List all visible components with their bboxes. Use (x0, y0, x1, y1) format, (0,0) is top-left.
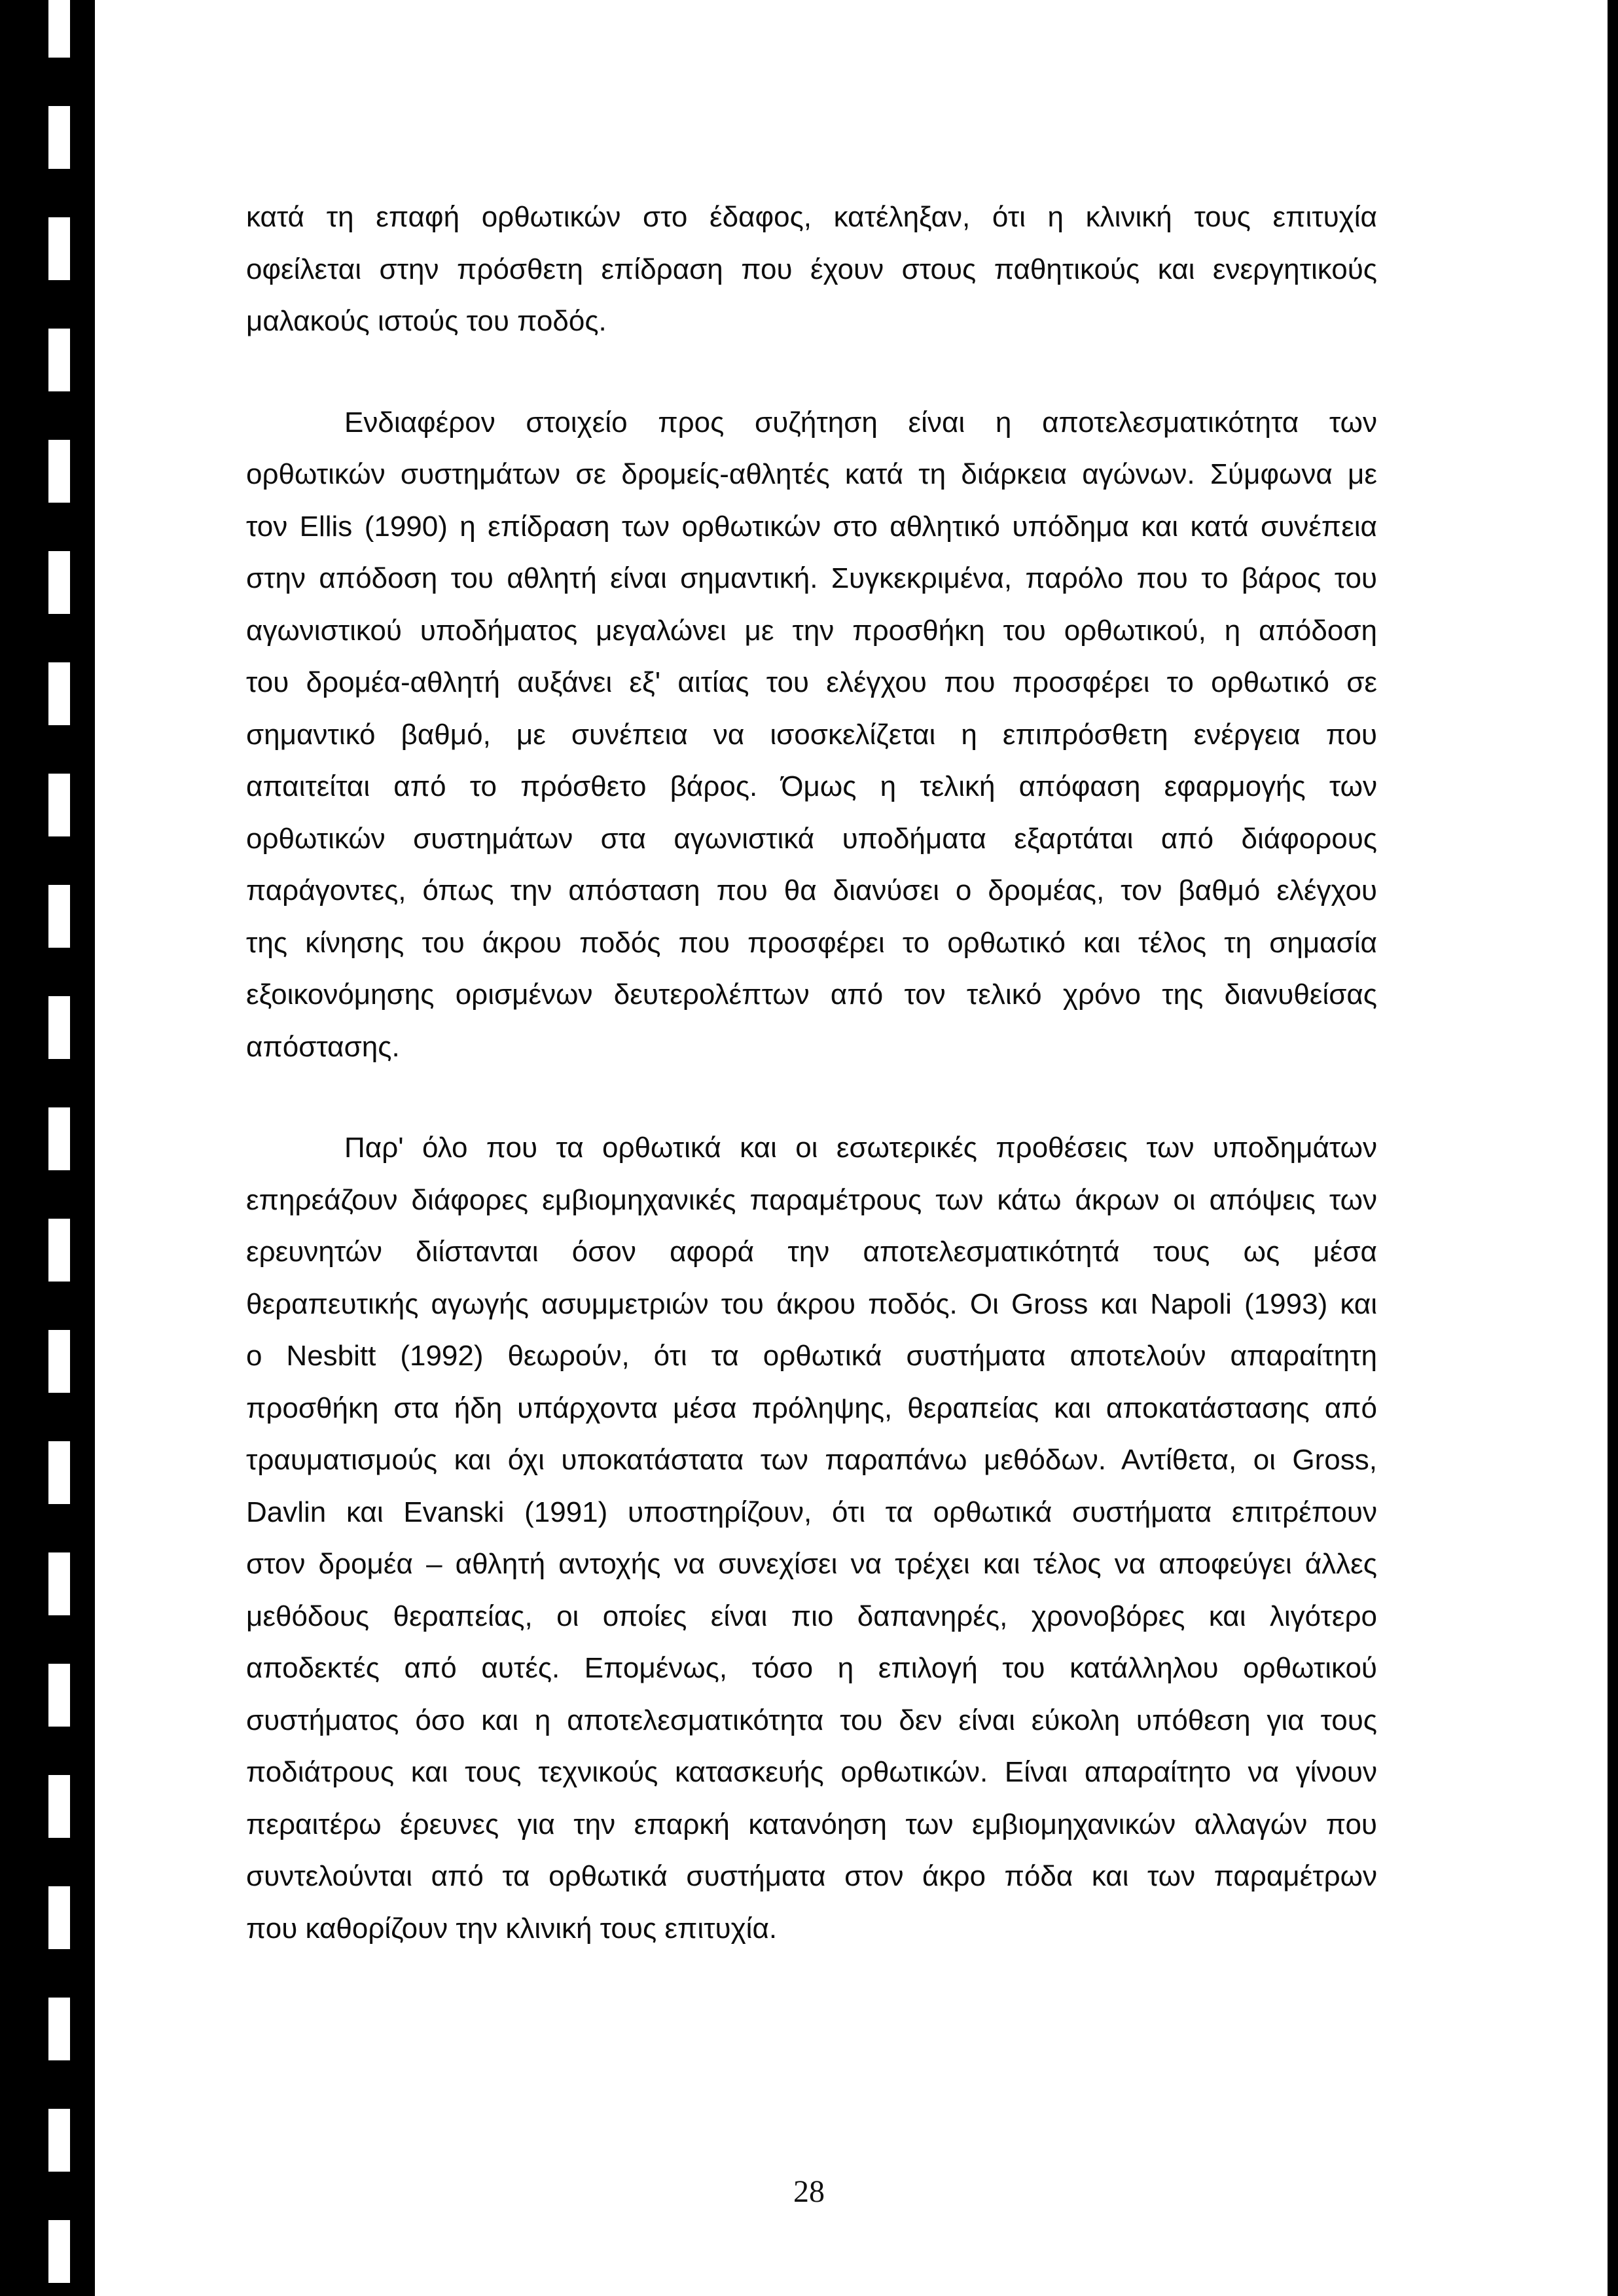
text-line: εξοικονόμησης ορισμένων δευτερολέπτων από τον τελικό χρόνο της διανυθείσας (246, 978, 1377, 1011)
scan-left-margin (0, 0, 95, 2296)
perforation-mark (48, 0, 70, 58)
perforation-mark (48, 1775, 70, 1838)
perforation-mark (48, 2220, 70, 2283)
perforation-mark (48, 1552, 70, 1615)
perforation-mark (48, 1107, 70, 1170)
text-line: τον Ellis (1990) η επίδραση των ορθωτικών στο αθλητικό υπόδημα και κατά συνέπεια (246, 510, 1377, 543)
perforation-mark (48, 440, 70, 503)
text-line: ορθωτικών συστημάτων σε δρομείς-αθλητές κατά τη διάρκεια αγώνων. Σύμφωνα με (246, 458, 1377, 490)
page-number: 28 (793, 2174, 825, 2209)
text-line: θεραπευτικής αγωγής ασυμμετριών του άκρου ποδός. Οι Gross και Napoli (1993) και (246, 1287, 1377, 1320)
text-line: παράγοντες, όπως την απόσταση που θα διανύσει ο δρομέας, τον βαθμό ελέγχου (246, 874, 1377, 906)
text-line: αγωνιστικού υποδήματος μεγαλώνει με την προσθήκη του ορθωτικού, η απόδοση (246, 614, 1377, 647)
perforation-mark (48, 1664, 70, 1727)
text-line: τραυματισμούς και όχι υποκατάστατα των παραπάνω μεθόδων. Αντίθετα, οι Gross, (246, 1444, 1377, 1476)
text-line: απόστασης. (246, 1030, 400, 1063)
text-line: οφείλεται στην πρόσθετη επίδραση που έχουν στους παθητικούς και ενεργητικούς (246, 253, 1377, 285)
text-line: περαιτέρω έρευνες για την επαρκή κατανόηση των εμβιομηχανικών αλλαγών που (246, 1808, 1377, 1840)
perforation-mark (48, 2109, 70, 2172)
perforation-mark (48, 1441, 70, 1504)
perforation-mark (48, 996, 70, 1059)
perforation-mark (48, 885, 70, 948)
paragraph (246, 397, 1377, 1073)
text-line: Ενδιαφέρον στοιχείο προς συζήτηση είναι η αποτελεσματικότητα των (344, 406, 1377, 439)
text-line: της κίνησης του άκρου ποδός που προσφέρει το ορθωτικό και τέλος τη σημασία (246, 926, 1377, 959)
perforation-mark (48, 662, 70, 725)
text-line: απαιτείται από το πρόσθετο βάρος. Όμως η τελική απόφαση εφαρμογής των (246, 770, 1377, 802)
text-line: προσθήκη στα ήδη υπάρχοντα μέσα πρόληψης, θεραπείας και αποκατάστασης από (246, 1391, 1377, 1424)
perforation-mark (48, 1998, 70, 2060)
text-line: ερευνητών διίστανται όσον αφορά την αποτελεσματικότητά τους ως μέσα (246, 1236, 1377, 1268)
text-line: στην απόδοση του αθλητή είναι σημαντική. Συγκεκριμένα, παρόλο που το βάρος του (246, 562, 1377, 594)
text-line: Davlin και Evanski (1991) υποστηρίζουν, ότι τα ορθωτικά συστήματα επιτρέπουν (246, 1496, 1377, 1528)
paragraph (246, 191, 1377, 348)
perforation-mark (48, 329, 70, 391)
text-line: ποδιάτρους και τους τεχνικούς κατασκευής ορθωτικών. Είναι απαραίτητο να γίνουν (246, 1756, 1377, 1788)
perforation-mark (48, 774, 70, 836)
text-line: αποδεκτές από αυτές. Επομένως, τόσο η επιλογή του κατάλληλου ορθωτικού (246, 1652, 1377, 1684)
document-body (246, 191, 1377, 1954)
text-line: μαλακούς ιστούς του ποδός. (246, 305, 607, 337)
paragraph (246, 1122, 1377, 1954)
text-line: μεθόδους θεραπείας, οι οποίες είναι πιο δαπανηρές, χρονοβόρες και λιγότερο (246, 1600, 1377, 1632)
text-line: σημαντικό βαθμό, με συνέπεια να ισοσκελίζεται η επιπρόσθετη ενέργεια που (246, 718, 1377, 751)
perforation-mark (48, 1330, 70, 1393)
perforation-mark (48, 217, 70, 280)
text-line: στον δρομέα – αθλητή αντοχής να συνεχίσει να τρέχει και τέλος να αποφεύγει άλλες (246, 1548, 1377, 1580)
perforation-mark (48, 1886, 70, 1949)
perforation-mark (48, 106, 70, 169)
text-line: επηρεάζουν διάφορες εμβιομηχανικές παραμέτρους των κάτω άκρων οι απόψεις των (246, 1183, 1377, 1216)
text-line: συντελούνται από τα ορθωτικά συστήματα στον άκρο πόδα και των παραμέτρων (246, 1860, 1377, 1892)
text-line: Παρ' όλο που τα ορθωτικά και οι εσωτερικές προθέσεις των υποδημάτων (344, 1132, 1377, 1164)
text-line: του δρομέα-αθλητή αυξάνει εξ' αιτίας του ελέγχου που προσφέρει το ορθωτικό σε (246, 666, 1377, 698)
perforation-mark (48, 1219, 70, 1282)
text-line: συστήματος όσο και η αποτελεσματικότητα του δεν είναι εύκολη υπόθεση για τους (246, 1704, 1377, 1736)
text-line: ο Nesbitt (1992) θεωρούν, ότι τα ορθωτικά συστήματα αποτελούν απαραίτητη (246, 1340, 1377, 1372)
text-line: που καθορίζουν την κλινική τους επιτυχία. (246, 1912, 778, 1945)
text-line: κατά τη επαφή ορθωτικών στο έδαφος, κατέληξαν, ότι η κλινική τους επιτυχία (246, 201, 1377, 233)
text-line: ορθωτικών συστημάτων στα αγωνιστικά υποδήματα εξαρτάται από διάφορους (246, 822, 1377, 855)
perforation-mark (48, 551, 70, 614)
scan-right-margin (1608, 0, 1618, 2296)
